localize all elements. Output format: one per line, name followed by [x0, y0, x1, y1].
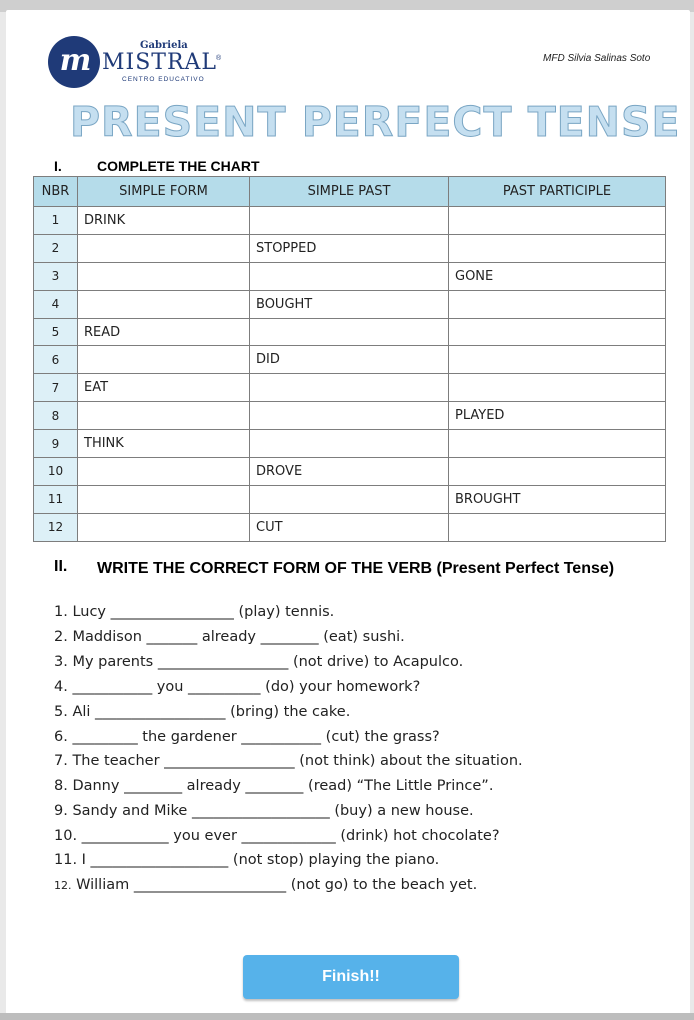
cell-nbr: 9 [34, 430, 78, 458]
exercise-item: 6. _________ the gardener ___________ (cut) the grass? [54, 729, 440, 745]
logo-mistral-text: MISTRAL [102, 50, 218, 75]
exercise-item: 8. Danny ________ already ________ (read) “The Little Prince”. [54, 778, 494, 794]
cell-simple-form[interactable]: DRINK [78, 207, 250, 235]
cell-nbr: 8 [34, 402, 78, 430]
table-row [34, 290, 666, 318]
table-row [34, 318, 666, 346]
cell-nbr: 6 [34, 346, 78, 374]
cell-simple-past[interactable] [250, 374, 449, 402]
cell-simple-past[interactable]: DID [250, 346, 449, 374]
exercise-item: 2. Maddison _______ already ________ (eat) sushi. [54, 629, 405, 645]
table-row [34, 513, 666, 541]
cell-nbr: 3 [34, 262, 78, 290]
column-header-simple-past: SIMPLE PAST [250, 177, 449, 207]
exercise-item [54, 877, 654, 893]
logo-registered-mark: ® [216, 55, 222, 62]
table-row [34, 262, 666, 290]
cell-past-participle[interactable] [449, 513, 666, 541]
cell-simple-form[interactable] [78, 234, 250, 262]
cell-past-participle[interactable] [449, 207, 666, 235]
exercise-item: 1. Lucy _________________ (play) tennis. [54, 604, 335, 620]
section2-title: WRITE THE CORRECT FORM OF THE VERB (Present Perfect Tense) [97, 560, 615, 577]
cell-nbr: 1 [34, 207, 78, 235]
cell-simple-form[interactable]: EAT [78, 374, 250, 402]
cell-simple-past[interactable]: BOUGHT [250, 290, 449, 318]
exercise-text: William _____________________ (not go) to the beach yet. [76, 877, 478, 893]
table-row [34, 207, 666, 235]
exercise-item: 10. ____________ you ever _____________ (drink) hot chocolate? [54, 828, 500, 844]
cell-past-participle[interactable]: GONE [449, 262, 666, 290]
cell-past-participle[interactable]: BROUGHT [449, 485, 666, 513]
cell-simple-form[interactable] [78, 402, 250, 430]
table-row [34, 346, 666, 374]
cell-simple-past[interactable] [250, 262, 449, 290]
column-header-nbr: NBR [34, 177, 78, 207]
cell-simple-form[interactable]: THINK [78, 430, 250, 458]
table-row [34, 234, 666, 262]
cell-nbr: 2 [34, 234, 78, 262]
cell-simple-past[interactable]: DROVE [250, 458, 449, 486]
cell-nbr: 12 [34, 513, 78, 541]
cell-simple-form[interactable]: READ [78, 318, 250, 346]
section1-number: I. [54, 158, 62, 174]
cell-simple-form[interactable] [78, 262, 250, 290]
cell-nbr: 5 [34, 318, 78, 346]
cell-simple-past[interactable] [250, 318, 449, 346]
exercise-item: 5. Ali __________________ (bring) the cake. [54, 704, 351, 720]
section1-title: COMPLETE THE CHART [97, 158, 260, 174]
logo-centro-text: CENTRO EDUCATIVO [122, 76, 205, 83]
cell-past-participle[interactable] [449, 234, 666, 262]
author-name: MFD Silvia Salinas Soto [543, 53, 651, 64]
cell-simple-past[interactable] [250, 402, 449, 430]
column-header-simple-form: SIMPLE FORM [78, 177, 250, 207]
cell-past-participle[interactable] [449, 290, 666, 318]
table-row [34, 374, 666, 402]
cell-simple-past[interactable]: STOPPED [250, 234, 449, 262]
table-body [34, 207, 666, 542]
cell-nbr: 4 [34, 290, 78, 318]
cell-simple-form[interactable] [78, 290, 250, 318]
cell-past-participle[interactable] [449, 374, 666, 402]
logo-gabriela-text: Gabriela [140, 40, 188, 51]
exercise-item: 3. My parents __________________ (not drive) to Acapulco. [54, 654, 464, 670]
cell-simple-past[interactable] [250, 430, 449, 458]
finish-button[interactable]: Finish!! [243, 955, 459, 999]
bottom-bar [0, 1013, 694, 1020]
exercise-item: 9. Sandy and Mike ___________________ (buy) a new house. [54, 803, 474, 819]
table-row [34, 458, 666, 486]
verb-chart-table [33, 176, 666, 542]
cell-past-participle[interactable] [449, 458, 666, 486]
table-row [34, 402, 666, 430]
table-row [34, 485, 666, 513]
cell-past-participle[interactable] [449, 318, 666, 346]
cell-simple-form[interactable] [78, 513, 250, 541]
cell-simple-past[interactable] [250, 207, 449, 235]
cell-past-participle[interactable] [449, 430, 666, 458]
column-header-past-participle: PAST PARTICIPLE [449, 177, 666, 207]
cell-simple-form[interactable] [78, 346, 250, 374]
exercise-item: 7. The teacher __________________ (not think) about the situation. [54, 753, 523, 769]
page-title: PRESENT PERFECT TENSE [70, 98, 681, 146]
cell-simple-form[interactable] [78, 458, 250, 486]
section2-number: II. [54, 558, 68, 575]
table-row [34, 430, 666, 458]
table-header-row [34, 177, 666, 207]
cell-nbr: 10 [34, 458, 78, 486]
cell-simple-past[interactable]: CUT [250, 513, 449, 541]
cell-simple-past[interactable] [250, 485, 449, 513]
cell-simple-form[interactable] [78, 485, 250, 513]
cell-nbr: 7 [34, 374, 78, 402]
cell-past-participle[interactable] [449, 346, 666, 374]
exercise-number: 12. [54, 879, 72, 892]
cell-past-participle[interactable]: PLAYED [449, 402, 666, 430]
exercise-item: 11. I ___________________ (not stop) playing the piano. [54, 852, 440, 868]
cell-nbr: 11 [34, 485, 78, 513]
exercise-item: 4. ___________ you __________ (do) your homework? [54, 679, 421, 695]
school-logo-icon: m [48, 36, 100, 88]
